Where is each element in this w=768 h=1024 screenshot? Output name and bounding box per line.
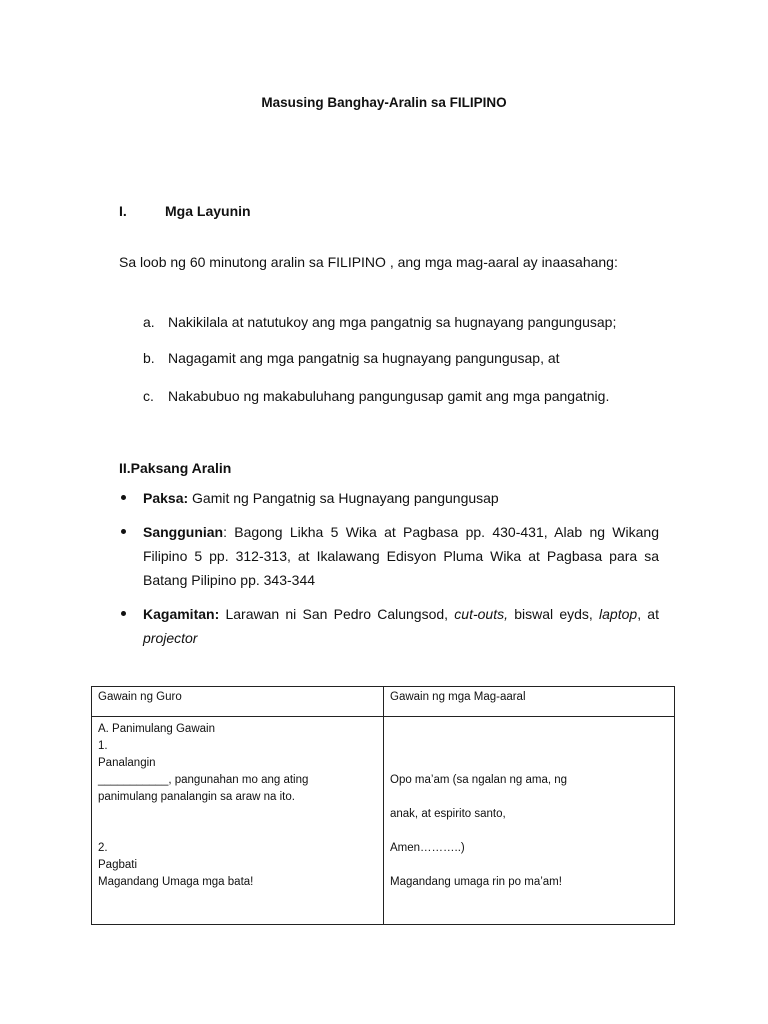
magaaral-line: Opo ma’am (sa ngalan ng ama, ng	[390, 774, 568, 786]
kagamitan-italic: laptop	[599, 606, 638, 622]
section-1-heading	[119, 203, 251, 219]
objective-letter: c.	[143, 388, 154, 404]
guro-item-title: Pagbati	[98, 859, 138, 871]
magaaral-line: Magandang umaga rin po ma’am!	[390, 876, 562, 888]
section-1-title: Mga Layunin	[165, 203, 251, 219]
guro-cell	[92, 717, 384, 925]
section-2-heading: II.Paksang Aralin	[119, 460, 232, 476]
activity-table	[91, 686, 675, 925]
magaaral-line: anak, at espirito santo,	[390, 808, 506, 820]
bullet-icon	[121, 529, 126, 534]
header-gawain-magaaral: Gawain ng mga Mag-aaral	[384, 687, 675, 717]
bullet-icon	[121, 495, 126, 500]
guro-line: panimulang panalangin sa araw na ito.	[98, 791, 295, 803]
magaaral-line: Amen………..)	[390, 842, 465, 854]
objectives-intro: Sa loob ng 60 minutong aralin sa FILIPINO , ang mga mag-aaral ay inaasahang:	[119, 254, 618, 270]
guro-item-number: 1.	[98, 740, 108, 752]
header-gawain-guro: Gawain ng Guro	[92, 687, 384, 717]
sanggunian-label: Sanggunian	[143, 524, 224, 540]
document-title: Masusing Banghay-Aralin sa FILIPINO	[261, 95, 507, 110]
magaaral-cell	[384, 717, 675, 925]
guro-line: Magandang Umaga mga bata!	[98, 876, 254, 888]
kagamitan-italic: projector	[143, 630, 198, 646]
table-row	[92, 717, 675, 925]
guro-item-title: Panalangin	[98, 757, 156, 769]
kagamitan-text: Larawan ni San Pedro Calungsod,	[219, 606, 455, 622]
kagamitan-item	[119, 602, 659, 650]
objective-text: Nakikilala at natutukoy ang mga pangatnig sa hugnayang pangungusap;	[168, 314, 617, 330]
objective-item	[143, 314, 616, 330]
kagamitan-italic: cut-outs,	[454, 606, 508, 622]
table-header-row	[92, 687, 675, 717]
objective-item	[143, 350, 560, 366]
bullet-icon	[121, 611, 126, 616]
sanggunian-item	[119, 520, 659, 592]
kagamitan-text: , at	[637, 606, 659, 622]
guro-item-number: 2.	[98, 842, 108, 854]
paksa-item	[119, 486, 659, 510]
section-1-number: I.	[119, 203, 127, 219]
paksa-label: Paksa:	[143, 490, 189, 506]
paksang-aralin-list	[119, 486, 659, 660]
kagamitan-label: Kagamitan:	[143, 606, 220, 622]
guro-line: ___________, pangunahan mo ang ating	[98, 774, 309, 786]
sanggunian-text: : Bagong Likha 5 Wika at Pagbasa pp. 430-431, Alab ng Wikang Filipino 5 pp. 312-313, at Ikalawang Edisyon Pluma Wika at Pagbasa para sa Batang Pilipino pp. 343-344	[143, 524, 659, 588]
kagamitan-text: biswal eyds,	[507, 606, 600, 622]
guro-heading: A. Panimulang Gawain	[98, 723, 215, 735]
objective-letter: a.	[143, 314, 155, 330]
paksa-text: Gamit ng Pangatnig sa Hugnayang pangungusap	[188, 490, 499, 506]
objective-text: Nakabubuo ng makabuluhang pangungusap gamit ang mga pangatnig.	[168, 388, 610, 404]
objective-text: Nagagamit ang mga pangatnig sa hugnayang pangungusap, at	[168, 350, 560, 366]
objective-item	[143, 388, 609, 404]
objective-letter: b.	[143, 350, 155, 366]
